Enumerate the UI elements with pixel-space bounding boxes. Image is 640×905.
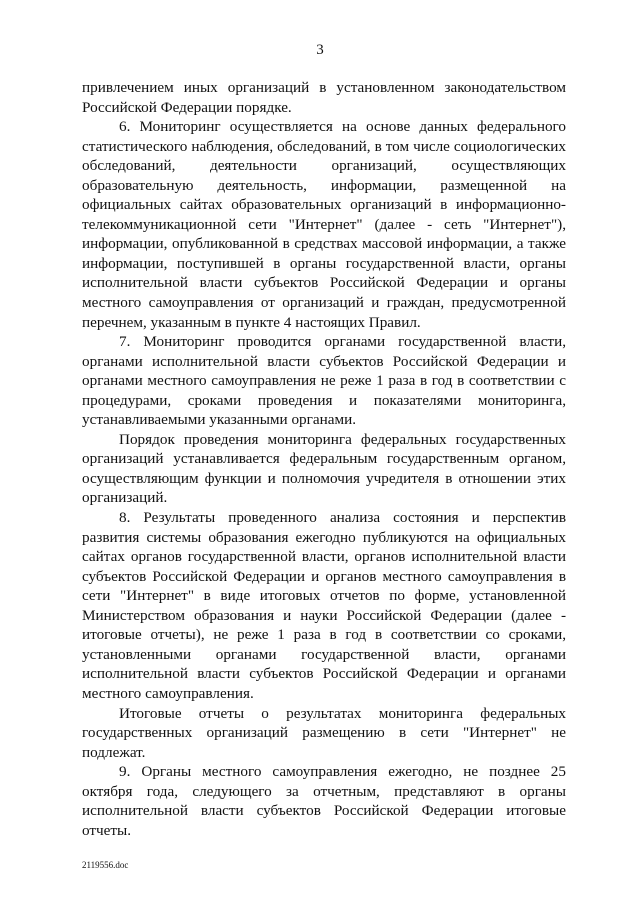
paragraph-continuation: привлечением иных организаций в установленном законодательством Российской Федерации порядке. (82, 79, 566, 116)
paragraph-item-9: 9. Органы местного самоуправления ежегодно, не позднее 25 октября года, следующего за отчетным, представляют в органы исполнительной власти субъектов Российской Федерации итоговые отчеты. (82, 763, 566, 839)
document-body (82, 78, 566, 840)
paragraph-item-7: 7. Мониторинг проводится органами государственной власти, органами исполнительной власти субъектов Российской Федерации и органами местного самоуправления не реже 1 раза в год в соответствии с процедурами, сроками проведения и показателями мониторинга, устанавливаемыми указанными органами. (82, 333, 566, 429)
paragraph-item-8-reports: Итоговые отчеты о результатах мониторинга федеральных государственных организаций размещению в сети "Интернет" не подлежат. (82, 704, 566, 761)
page-number: 3 (316, 42, 324, 58)
paragraph-item-7-procedure: Порядок проведения мониторинга федеральных государственных организаций устанавливается федеральным государственным органом, осуществляющим функции и полномочия учредителя в отношении этих организаций. (82, 430, 566, 507)
paragraph-item-6: 6. Мониторинг осуществляется на основе данных федерального статистического наблюдения, обследований, в том числе социологических обследований, деятельности организаций, осуществляющих образовательную деятельность, информации, размещенной на официальных сайтах образовательных организаций в информационно-телекоммуникационной сети "Интернет" (далее - сеть "Интернет"), информации, опубликованной в средствах массовой информации, а также информации, поступившей в органы государственной власти, органы исполнительной власти субъектов Российской Федерации и органы местного самоуправления от организаций и граждан, предусмотренной перечнем, указанным в пункте 4 настоящих Правил. (82, 118, 566, 331)
footer-filename: 2119556.doc (82, 860, 129, 870)
paragraph-item-8: 8. Результаты проведенного анализа состояния и перспектив развития системы образования ежегодно публикуются на официальных сайтах органов государственной власти, органов исполнительной власти субъектов Российской Федерации и органов местного самоуправления в сети "Интернет" в виде итоговых отчетов по форме, установленной Министерством образования и науки Российской Федерации (далее - итоговые отчеты), не реже 1 раза в год в соответствии со сроками, установленными органами государственной власти, органами исполнительной власти субъектов Российской Федерации и органами местного самоуправления. (82, 509, 566, 702)
